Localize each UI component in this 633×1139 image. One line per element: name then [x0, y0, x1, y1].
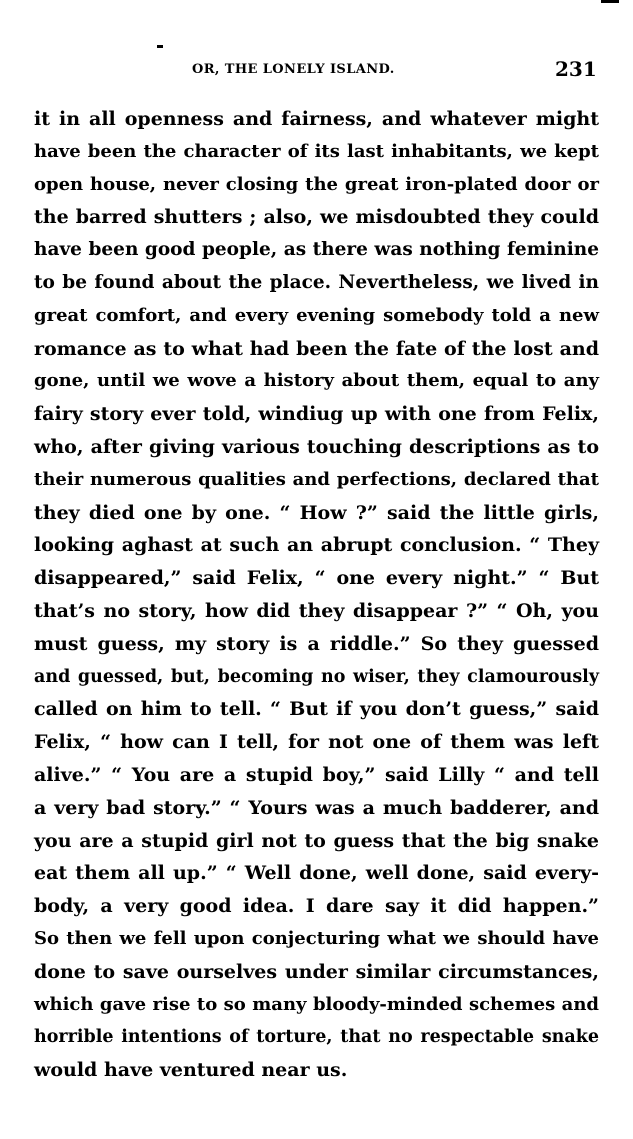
- text-line: called on him to tell. “ But if you don’t guess,” said: [34, 698, 599, 721]
- text-line: that’s no story, how did they disappear ?” “ Oh, you: [34, 599, 599, 622]
- text-line: their numerous qualities and perfections, declared that: [34, 468, 599, 490]
- text-line: it in all openness and fairness, and whatever might: [34, 108, 599, 130]
- text-line: eat them all up.” “ Well done, well done, said every-: [34, 862, 599, 885]
- text-line: alive.” “ You are a stupid boy,” said Lilly “ and tell: [34, 763, 599, 786]
- text-line: disappeared,” said Felix, “ one every night.” “ But: [34, 567, 599, 590]
- text-line: have been the character of its last inhabitants, we kept: [34, 140, 599, 162]
- text-line: romance as to what had been the fate of the lost and: [34, 337, 599, 360]
- text-line: looking aghast at such an abrupt conclusion. “ They: [34, 534, 599, 557]
- text-line: gone, until we wove a history about them, equal to any: [34, 370, 599, 392]
- text-line: open house, never closing the great iron-plated door or: [34, 173, 599, 195]
- running-title: OR, THE LONELY ISLAND.: [192, 62, 395, 77]
- corner-mark: [601, 0, 619, 3]
- text-line: great comfort, and every evening somebody told a new: [34, 304, 599, 326]
- text-line: the barred shutters ; also, we misdoubted they could: [34, 206, 599, 229]
- text-line: they died one by one. “ How ?” said the little girls,: [34, 501, 599, 524]
- text-line: would have ventured near us.: [34, 1059, 348, 1082]
- body-text: [34, 103, 599, 1087]
- text-line: Felix, “ how can I tell, for not one of them was left: [34, 731, 599, 754]
- text-line: fairy story ever told, windiug up with one from Felix,: [34, 403, 599, 426]
- text-line: to be found about the place. Nevertheless, we lived in: [34, 271, 599, 293]
- text-line: body, a very good idea. I dare say it did happen.”: [34, 895, 599, 918]
- text-line: who, after giving various touching descriptions as to: [34, 435, 599, 458]
- text-line: must guess, my story is a riddle.” So they guessed: [34, 632, 599, 655]
- text-line: horrible intentions of torture, that no respectable snake: [34, 1027, 599, 1048]
- text-line: which gave rise to so many bloody-minded schemes and: [34, 993, 599, 1015]
- text-line: you are a stupid girl not to guess that the big snake: [34, 829, 599, 852]
- text-line: have been good people, as there was nothing feminine: [34, 239, 599, 261]
- text-line: done to save ourselves under similar circumstances,: [34, 960, 599, 983]
- text-line: and guessed, but, becoming no wiser, they clamourously: [34, 666, 599, 687]
- text-line: So then we fell upon conjecturing what we should have: [34, 927, 599, 949]
- ink-speck: [157, 45, 163, 48]
- page-number: 231: [555, 57, 597, 81]
- text-line: a very bad story.” “ Yours was a much badderer, and: [34, 796, 599, 819]
